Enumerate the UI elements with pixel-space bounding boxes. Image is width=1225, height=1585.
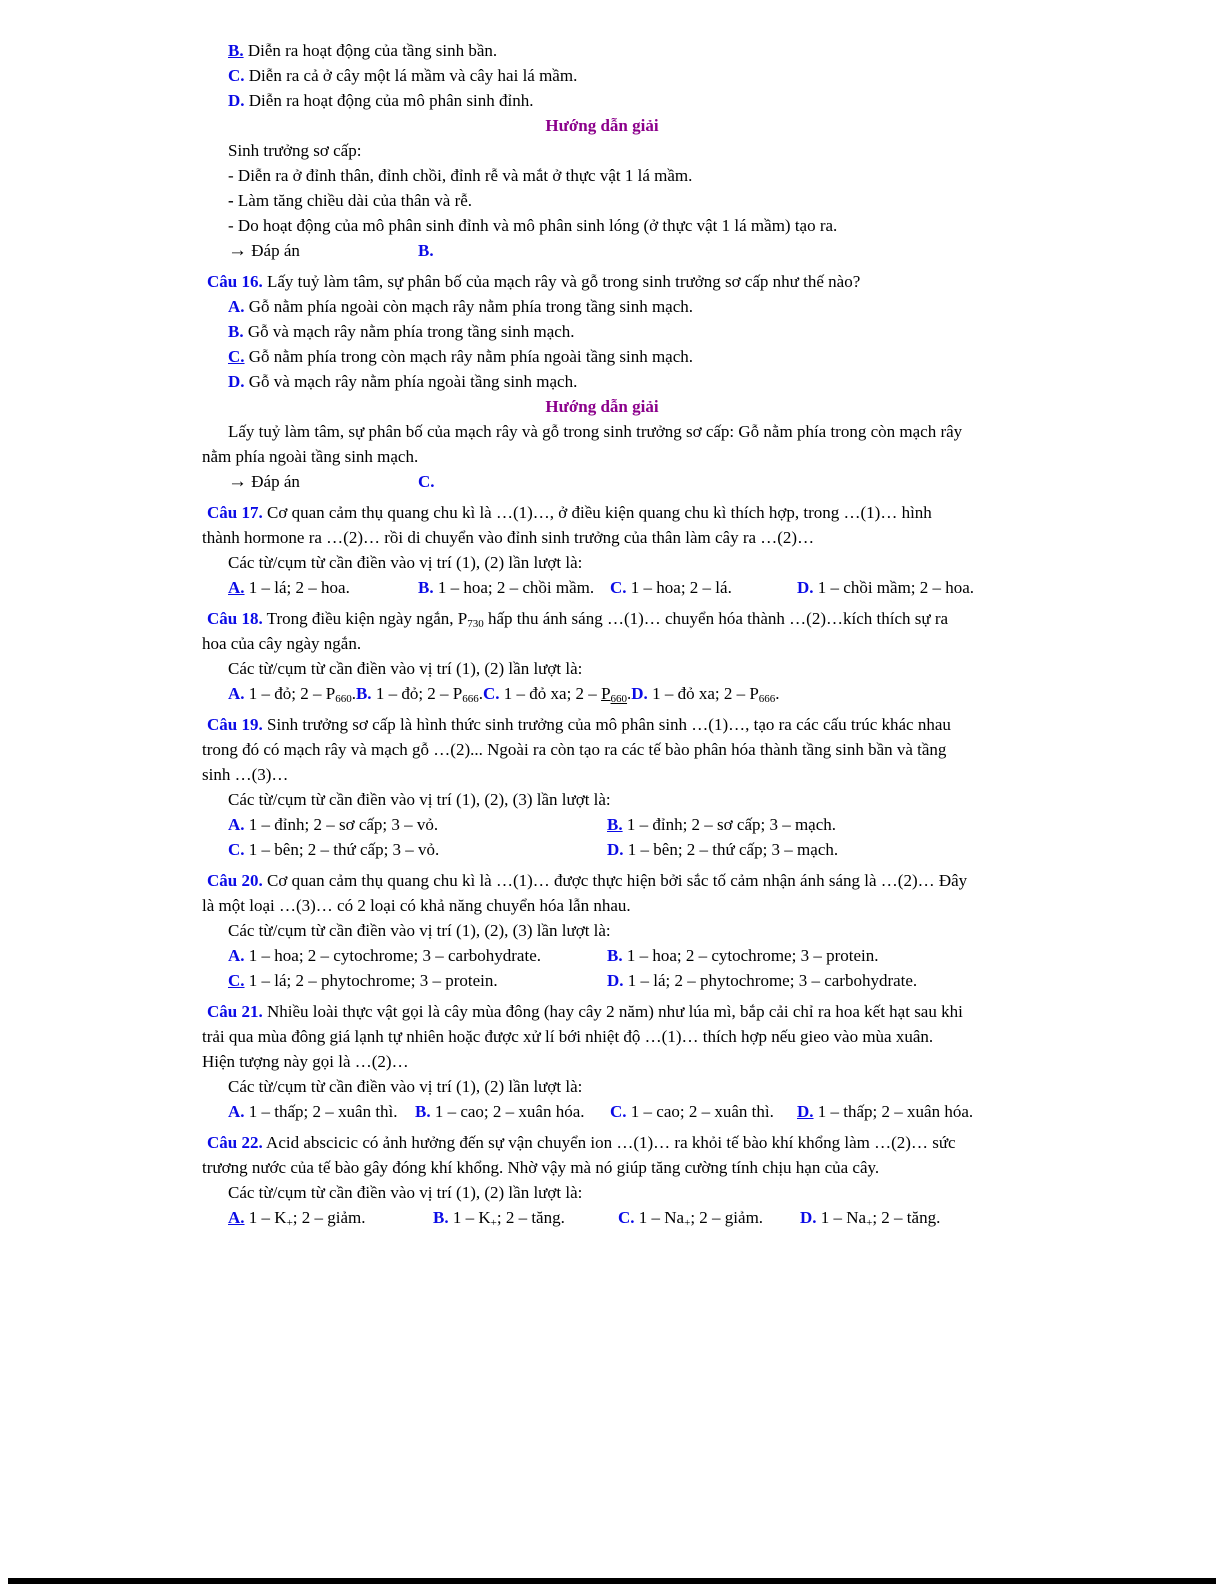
text-segment: 1 – cao; 2 – xuân thì. bbox=[626, 1102, 774, 1121]
text-segment: - Do hoạt động của mô phân sinh đỉnh và mô phân sinh lóng (ở thực vật 1 lá mầm) tạo ra. bbox=[228, 216, 838, 235]
option-b bbox=[202, 319, 1002, 344]
tab-cell bbox=[607, 812, 836, 837]
text-segment: 1 – đỏ; 2 – P bbox=[244, 684, 336, 703]
solution-heading bbox=[202, 394, 1002, 419]
text-segment: 1 – đỏ xa; 2 – bbox=[499, 684, 602, 703]
text-segment: + bbox=[286, 1217, 293, 1229]
tab-cell bbox=[228, 968, 498, 993]
text-segment: Sinh trưởng sơ cấp: bbox=[228, 141, 362, 160]
text-segment: Hiện tượng này gọi là …(2)… bbox=[202, 1052, 409, 1071]
answer-letter: C. bbox=[418, 472, 435, 491]
answer-letter: Câu 19. bbox=[207, 715, 263, 734]
text-segment: trải qua mùa đông giá lạnh tự nhiên hoặc được xử lí bới nhiệt độ …(1)… thích hợp nếu gieo vào mùa xuân. bbox=[202, 1027, 934, 1046]
question-19 bbox=[202, 712, 1002, 737]
question-22 bbox=[202, 1130, 1002, 1155]
answer-letter: A. bbox=[228, 815, 245, 834]
question-text bbox=[202, 893, 1002, 918]
text-segment: → bbox=[228, 240, 247, 261]
text-segment: 1 – hoa; 2 – cytochrome; 3 – carbohydrate. bbox=[244, 946, 541, 965]
text-segment: Gỗ và mạch rây nằm phía ngoài tầng sinh mạch. bbox=[244, 372, 578, 391]
answer-letter: C. bbox=[618, 1208, 635, 1227]
text-segment: Diễn ra cả ở cây một lá mầm và cây hai lá mầm. bbox=[244, 66, 578, 85]
answer-letter: B. bbox=[418, 578, 434, 597]
tab-cell bbox=[228, 837, 439, 862]
tab-cell bbox=[610, 575, 732, 600]
text-segment: 660 bbox=[335, 693, 352, 705]
text-segment: ; 2 – tăng. bbox=[872, 1208, 941, 1227]
answer-letter: D. bbox=[228, 372, 245, 391]
answer-letter: D. bbox=[631, 684, 648, 703]
text-segment: 1 – chồi mầm; 2 – hoa. bbox=[813, 578, 975, 597]
tab-cell bbox=[418, 238, 434, 263]
text-segment: 660 bbox=[610, 693, 628, 705]
fill-prompt bbox=[202, 1180, 1002, 1205]
tab-cell bbox=[418, 575, 594, 600]
text-segment: . bbox=[478, 684, 483, 703]
options-row bbox=[202, 1205, 1002, 1230]
text-segment: 666 bbox=[462, 693, 479, 705]
option-c bbox=[202, 63, 1002, 88]
solution-text bbox=[202, 163, 1002, 188]
tab-cell bbox=[797, 575, 974, 600]
text-segment: . bbox=[627, 684, 632, 703]
text-segment: 1 – Na bbox=[634, 1208, 685, 1227]
text-segment: Các từ/cụm từ cần điền vào vị trí (1), (2) lần lượt là: bbox=[228, 1077, 583, 1096]
answer-letter: A. bbox=[228, 1102, 245, 1121]
answer-letter: B. bbox=[228, 41, 244, 60]
answer-letter: B. bbox=[607, 946, 623, 965]
answer-letter: Câu 20. bbox=[207, 871, 263, 890]
tab-cell bbox=[415, 1099, 585, 1124]
options-row bbox=[202, 812, 1002, 837]
text-segment: ; 2 – giảm. bbox=[292, 1208, 366, 1227]
text-segment: 1 – lá; 2 – phytochrome; 3 – carbohydrate. bbox=[623, 971, 918, 990]
text-segment: Đáp án bbox=[247, 472, 300, 491]
text-segment: Acid abscicic có ảnh hưởng đến sự vận chuyển ion …(1)… ra khỏi tế bào khí khổng làm …(2)… sức bbox=[262, 1133, 956, 1152]
text-segment: - bbox=[228, 191, 234, 210]
text-segment: P bbox=[601, 684, 611, 703]
text-segment: 1 – đỏ xa; 2 – P bbox=[647, 684, 759, 703]
text-segment: . bbox=[775, 684, 780, 703]
answer-letter: A. bbox=[228, 297, 245, 316]
text-segment: Các từ/cụm từ cần điền vào vị trí (1), (2) lần lượt là: bbox=[228, 553, 583, 572]
text-segment: 730 bbox=[467, 618, 484, 630]
answer-letter: B. bbox=[228, 322, 244, 341]
text-segment: Các từ/cụm từ cần điền vào vị trí (1), (2), (3) lần lượt là: bbox=[228, 790, 611, 809]
tab-cell bbox=[418, 469, 435, 494]
text-segment: ; 2 – tăng. bbox=[496, 1208, 565, 1227]
text-segment: Diễn ra hoạt động của mô phân sinh đỉnh. bbox=[244, 91, 534, 110]
answer-letter: Câu 16. bbox=[207, 272, 263, 291]
solution-heading bbox=[202, 113, 1002, 138]
tab-cell bbox=[228, 575, 350, 600]
text-segment: Các từ/cụm từ cần điền vào vị trí (1), (2) lần lượt là: bbox=[228, 659, 583, 678]
text-segment: Gỗ nằm phía trong còn mạch rây nằm phía ngoài tầng sinh mạch. bbox=[244, 347, 694, 366]
answer-letter: C. bbox=[610, 1102, 627, 1121]
question-text bbox=[202, 1049, 1002, 1074]
fill-prompt bbox=[202, 918, 1002, 943]
text-segment: 1 – thấp; 2 – xuân thì. bbox=[244, 1102, 398, 1121]
solution-text bbox=[202, 444, 1002, 469]
text-segment: 1 – thấp; 2 – xuân hóa. bbox=[813, 1102, 974, 1121]
fill-prompt bbox=[202, 787, 1002, 812]
answer-letter: C. bbox=[483, 684, 500, 703]
text-segment: + bbox=[490, 1217, 497, 1229]
tab-cell bbox=[228, 1099, 398, 1124]
question-16 bbox=[202, 269, 1002, 294]
tab-cell bbox=[228, 812, 438, 837]
tab-cell bbox=[800, 1205, 940, 1236]
answer-letter: D. bbox=[797, 578, 814, 597]
tab-cell bbox=[607, 968, 917, 993]
question-text bbox=[202, 525, 1002, 550]
text-segment: 1 – K bbox=[448, 1208, 491, 1227]
page-bottom-bar bbox=[8, 1578, 1216, 1584]
answer-letter: C. bbox=[228, 347, 245, 366]
question-18 bbox=[202, 606, 1002, 631]
text-segment: Lấy tuỷ làm tâm, sự phân bố của mạch rây và gỗ trong sinh trưởng sơ cấp: Gỗ nằm phía trong còn mạch rây bbox=[228, 422, 963, 441]
text-segment: Làm tăng chiều dài của thân và rễ. bbox=[233, 191, 473, 210]
fill-prompt bbox=[202, 550, 1002, 575]
text-segment: 666 bbox=[758, 693, 776, 705]
answer-letter: A. bbox=[228, 578, 245, 597]
text-segment: - Diễn ra ở đỉnh thân, đỉnh chồi, đỉnh rễ và mắt ở thực vật 1 lá mầm. bbox=[228, 166, 693, 185]
text-segment: Các từ/cụm từ cần điền vào vị trí (1), (2), (3) lần lượt là: bbox=[228, 921, 611, 940]
answer-letter: C. bbox=[228, 971, 245, 990]
answer-letter: B. bbox=[415, 1102, 431, 1121]
tab-cell bbox=[433, 1205, 565, 1236]
options-row bbox=[202, 575, 1002, 600]
answer-letter: B. bbox=[607, 815, 623, 834]
tab-cell bbox=[607, 837, 838, 862]
text-segment: hấp thu ánh sáng …(1)… chuyển hóa thành …(2)…kích thích sự ra bbox=[483, 609, 949, 628]
option-c bbox=[202, 344, 1002, 369]
answer-line bbox=[202, 469, 1002, 494]
text-segment: Các từ/cụm từ cần điền vào vị trí (1), (2) lần lượt là: bbox=[228, 1183, 583, 1202]
text-segment: hoa của cây ngày ngắn. bbox=[202, 634, 362, 653]
heading-text: Hướng dẫn giải bbox=[545, 397, 659, 416]
tab-cell bbox=[228, 1205, 366, 1236]
option-d bbox=[202, 369, 1002, 394]
answer-letter: A. bbox=[228, 684, 245, 703]
answer-letter: A. bbox=[228, 1208, 245, 1227]
text-segment: nằm phía ngoài tầng sinh mạch. bbox=[202, 447, 419, 466]
option-a bbox=[202, 294, 1002, 319]
text-segment: + bbox=[866, 1217, 873, 1229]
text-segment: Cơ quan cảm thụ quang chu kì là …(1)… được thực hiện bởi sắc tố cảm nhận ánh sáng là …(2)… Đây bbox=[262, 871, 968, 890]
answer-letter: D. bbox=[800, 1208, 817, 1227]
text-segment: Trong điều kiện ngày ngắn, P bbox=[262, 609, 468, 628]
text-segment: . bbox=[351, 684, 356, 703]
text-segment: 1 – hoa; 2 – cytochrome; 3 – protein. bbox=[622, 946, 879, 965]
answer-letter: D. bbox=[228, 91, 245, 110]
text-segment: 1 – hoa; 2 – chồi mầm. bbox=[433, 578, 595, 597]
tab-cell bbox=[228, 943, 541, 968]
tab-cell bbox=[618, 1205, 763, 1236]
text-segment: là một loại …(3)… có 2 loại có khả năng chuyển hóa lẫn nhau. bbox=[202, 896, 631, 915]
solution-text bbox=[202, 213, 1002, 238]
answer-letter: C. bbox=[228, 66, 245, 85]
answer-letter: D. bbox=[607, 840, 624, 859]
question-text bbox=[202, 1155, 1002, 1180]
text-segment: ; 2 – giảm. bbox=[690, 1208, 764, 1227]
question-text bbox=[202, 737, 1002, 762]
question-text bbox=[202, 762, 1002, 787]
answer-letter: B. bbox=[355, 684, 372, 703]
answer-letter: B. bbox=[418, 241, 434, 260]
question-text bbox=[202, 631, 1002, 656]
text-segment: 1 – bên; 2 – thứ cấp; 3 – vỏ. bbox=[244, 840, 440, 859]
answer-letter: Câu 22. bbox=[207, 1133, 263, 1152]
text-segment: 1 – lá; 2 – hoa. bbox=[244, 578, 350, 597]
text-segment: 1 – K bbox=[244, 1208, 287, 1227]
heading-text: Hướng dẫn giải bbox=[545, 116, 659, 135]
fill-prompt bbox=[202, 656, 1002, 681]
text-segment: → bbox=[228, 471, 247, 492]
text-segment: 1 – lá; 2 – phytochrome; 3 – protein. bbox=[244, 971, 498, 990]
options-row bbox=[202, 968, 1002, 993]
text-segment: 1 – bên; 2 – thứ cấp; 3 – mạch. bbox=[623, 840, 839, 859]
document-body bbox=[202, 38, 1002, 1230]
text-segment: Gỗ nằm phía ngoài còn mạch rây nằm phía trong tầng sinh mạch. bbox=[244, 297, 694, 316]
options-row bbox=[202, 943, 1002, 968]
answer-letter: C. bbox=[610, 578, 627, 597]
answer-letter: Câu 21. bbox=[207, 1002, 263, 1021]
answer-letter: B. bbox=[433, 1208, 449, 1227]
text-segment: 1 – đỉnh; 2 – sơ cấp; 3 – mạch. bbox=[622, 815, 837, 834]
tab-cell bbox=[607, 943, 878, 968]
answer-letter: C. bbox=[228, 840, 245, 859]
tab-cell bbox=[797, 1099, 973, 1124]
question-20 bbox=[202, 868, 1002, 893]
options-row bbox=[202, 1099, 1002, 1124]
text-segment: trong đó có mạch rây và mạch gỗ …(2)... Ngoài ra còn tạo ra các tế bào phân hóa thành tầng sinh bần và tầng bbox=[202, 740, 947, 759]
option-b bbox=[202, 38, 1002, 63]
answer-line bbox=[202, 238, 1002, 263]
tab-cell bbox=[610, 1099, 774, 1124]
text-segment: Diễn ra hoạt động của tầng sinh bần. bbox=[243, 41, 498, 60]
question-text bbox=[202, 1024, 1002, 1049]
text-segment: 1 – Na bbox=[816, 1208, 867, 1227]
question-21 bbox=[202, 999, 1002, 1024]
text-segment: trương nước của tế bào gây đóng khí khổng. Nhờ vậy mà nó giúp tăng cường tính chịu hạn của cây. bbox=[202, 1158, 880, 1177]
tab-cell bbox=[228, 238, 300, 263]
solution-text bbox=[202, 188, 1002, 213]
answer-letter: D. bbox=[797, 1102, 814, 1121]
answer-letter: Câu 17. bbox=[207, 503, 263, 522]
options-inline bbox=[202, 681, 1002, 706]
solution-text bbox=[202, 419, 1002, 444]
solution-text bbox=[202, 138, 1002, 163]
text-segment: Nhiều loài thực vật gọi là cây mùa đông (hay cây 2 năm) như lúa mì, bắp cải chỉ ra hoa kết hạt sau khi bbox=[262, 1002, 963, 1021]
text-segment: 1 – đỏ; 2 – P bbox=[371, 684, 463, 703]
question-17 bbox=[202, 500, 1002, 525]
text-segment: Lấy tuỷ làm tâm, sự phân bố của mạch rây và gỗ trong sinh trưởng sơ cấp như thế nào? bbox=[262, 272, 861, 291]
text-segment: Gỗ và mạch rây nằm phía trong tầng sinh mạch. bbox=[243, 322, 575, 341]
text-segment: sinh …(3)… bbox=[202, 765, 289, 784]
text-segment: 1 – hoa; 2 – lá. bbox=[626, 578, 732, 597]
answer-letter: D. bbox=[607, 971, 624, 990]
fill-prompt bbox=[202, 1074, 1002, 1099]
text-segment: + bbox=[684, 1217, 691, 1229]
answer-letter: Câu 18. bbox=[207, 609, 263, 628]
text-segment: 1 – đỉnh; 2 – sơ cấp; 3 – vỏ. bbox=[244, 815, 439, 834]
answer-letter: A. bbox=[228, 946, 245, 965]
text-segment: Cơ quan cảm thụ quang chu kì là …(1)…, ở điều kiện quang chu kì thích hợp, trong …(1)… hình bbox=[262, 503, 932, 522]
options-row bbox=[202, 837, 1002, 862]
text-segment: Đáp án bbox=[247, 241, 300, 260]
text-segment: 1 – cao; 2 – xuân hóa. bbox=[430, 1102, 585, 1121]
text-segment: Sinh trưởng sơ cấp là hình thức sinh trưởng của mô phân sinh …(1)…, tạo ra các cấu trúc khác nhau bbox=[262, 715, 951, 734]
option-d bbox=[202, 88, 1002, 113]
text-segment: thành hormone ra …(2)… rồi di chuyển vào đỉnh sinh trưởng của thân làm cây ra …(2)… bbox=[202, 528, 815, 547]
tab-cell bbox=[228, 469, 300, 494]
